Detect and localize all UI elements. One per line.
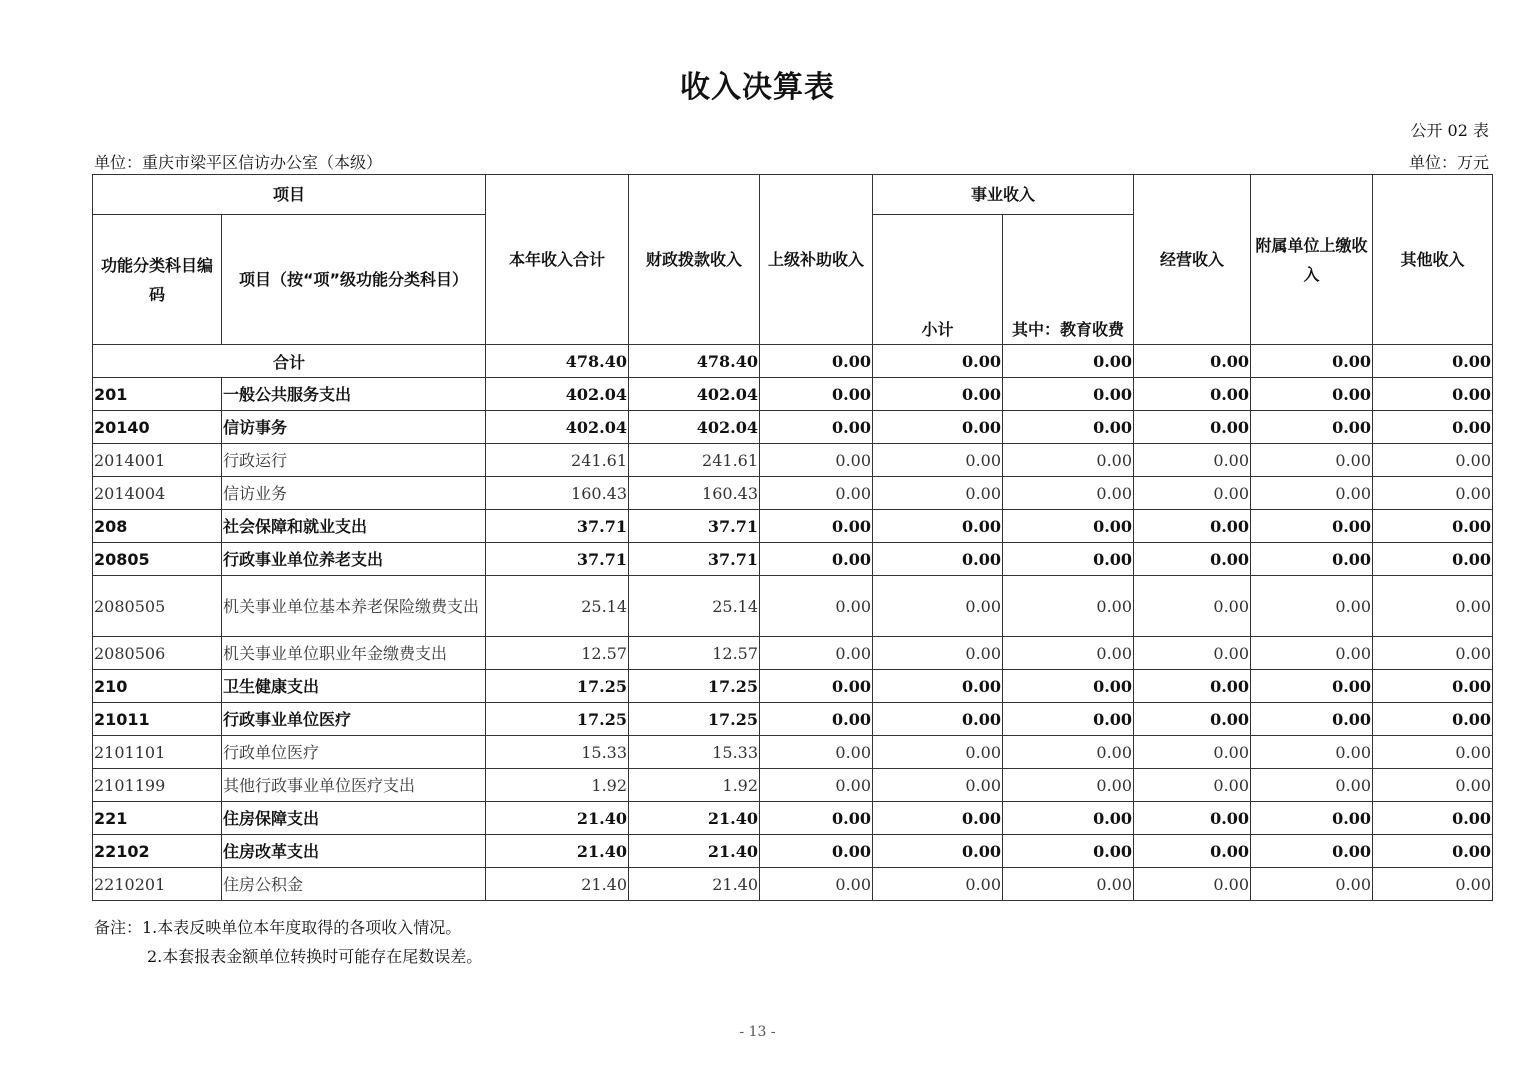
row-value-6: 0.00 [1134, 835, 1251, 868]
header-project: 项目 [93, 175, 486, 215]
row-value-1: 25.14 [486, 576, 629, 637]
total-row [93, 345, 1493, 378]
reporting-unit: 单位：重庆市梁平区信访办公室（本级） [94, 153, 383, 172]
row-value-8: 0.00 [1373, 378, 1493, 411]
row-value-6: 0.00 [1134, 769, 1251, 802]
row-value-1: 37.71 [486, 510, 629, 543]
row-code: 2101199 [93, 769, 222, 802]
row-value-3: 0.00 [760, 637, 873, 670]
row-name: 住房改革支出 [222, 835, 486, 868]
row-value-2: 21.40 [629, 835, 760, 868]
row-value-4: 0.00 [873, 411, 1003, 444]
row-value-6: 0.00 [1134, 477, 1251, 510]
row-value-3: 0.00 [760, 868, 873, 901]
row-value-6: 0.00 [1134, 637, 1251, 670]
row-value-5: 0.00 [1003, 411, 1134, 444]
row-value-5: 0.00 [1003, 835, 1134, 868]
row-value-5: 0.00 [1003, 703, 1134, 736]
table-row [93, 703, 1493, 736]
row-value-5: 0.00 [1003, 736, 1134, 769]
row-code: 2080506 [93, 637, 222, 670]
row-value-6: 0.00 [1134, 868, 1251, 901]
row-code: 2101101 [93, 736, 222, 769]
table-row [93, 637, 1493, 670]
row-name: 住房公积金 [222, 868, 486, 901]
row-value-1: 21.40 [486, 802, 629, 835]
row-value-7: 0.00 [1251, 670, 1373, 703]
row-name: 机关事业单位基本养老保险缴费支出 [222, 576, 486, 637]
income-table [92, 174, 1493, 901]
header-education: 其中：教育收费 [1003, 215, 1134, 345]
row-code: 2014001 [93, 444, 222, 477]
header-fiscal: 财政拨款收入 [629, 175, 760, 345]
row-value-6: 0.00 [1134, 543, 1251, 576]
row-value-4: 0.00 [873, 637, 1003, 670]
row-value-5: 0.00 [1003, 576, 1134, 637]
row-value-6: 0.00 [1134, 576, 1251, 637]
row-value-5: 0.00 [1003, 543, 1134, 576]
row-value-8: 0.00 [1373, 510, 1493, 543]
row-value-7: 0.00 [1251, 703, 1373, 736]
row-value-8: 0.00 [1373, 444, 1493, 477]
row-value-4: 0.00 [873, 868, 1003, 901]
total-value-3: 0.00 [760, 345, 873, 378]
row-value-6: 0.00 [1134, 411, 1251, 444]
row-value-7: 0.00 [1251, 802, 1373, 835]
row-name: 一般公共服务支出 [222, 378, 486, 411]
row-value-6: 0.00 [1134, 444, 1251, 477]
row-value-4: 0.00 [873, 835, 1003, 868]
row-value-3: 0.00 [760, 835, 873, 868]
table-body [93, 345, 1493, 901]
header-total: 本年收入合计 [486, 175, 629, 345]
row-value-7: 0.00 [1251, 637, 1373, 670]
row-value-3: 0.00 [760, 444, 873, 477]
row-value-8: 0.00 [1373, 736, 1493, 769]
row-value-1: 15.33 [486, 736, 629, 769]
row-value-2: 402.04 [629, 411, 760, 444]
table-row [93, 477, 1493, 510]
row-value-3: 0.00 [760, 378, 873, 411]
row-name: 住房保障支出 [222, 802, 486, 835]
row-value-2: 1.92 [629, 769, 760, 802]
row-name: 行政事业单位医疗 [222, 703, 486, 736]
row-value-5: 0.00 [1003, 769, 1134, 802]
row-value-8: 0.00 [1373, 802, 1493, 835]
row-value-3: 0.00 [760, 670, 873, 703]
page-number: - 13 - [739, 1024, 776, 1040]
row-value-8: 0.00 [1373, 703, 1493, 736]
row-value-5: 0.00 [1003, 670, 1134, 703]
row-code: 22102 [93, 835, 222, 868]
row-code: 210 [93, 670, 222, 703]
table-number: 公开 02 表 [1410, 121, 1489, 140]
table-row [93, 543, 1493, 576]
row-value-5: 0.00 [1003, 378, 1134, 411]
row-value-1: 17.25 [486, 703, 629, 736]
row-value-4: 0.00 [873, 703, 1003, 736]
table-row [93, 769, 1493, 802]
row-value-2: 241.61 [629, 444, 760, 477]
row-value-8: 0.00 [1373, 868, 1493, 901]
row-value-4: 0.00 [873, 510, 1003, 543]
row-value-5: 0.00 [1003, 477, 1134, 510]
row-value-2: 37.71 [629, 510, 760, 543]
row-name: 其他行政事业单位医疗支出 [222, 769, 486, 802]
row-value-7: 0.00 [1251, 769, 1373, 802]
row-value-8: 0.00 [1373, 411, 1493, 444]
total-value-6: 0.00 [1134, 345, 1251, 378]
row-value-1: 1.92 [486, 769, 629, 802]
row-value-4: 0.00 [873, 576, 1003, 637]
total-value-4: 0.00 [873, 345, 1003, 378]
note-2: 2.本套报表金额单位转换时可能存在尾数误差。 [147, 947, 483, 966]
total-label: 合计 [93, 345, 486, 378]
header-subtotal: 小计 [873, 215, 1003, 345]
total-value-8: 0.00 [1373, 345, 1493, 378]
total-value-5: 0.00 [1003, 345, 1134, 378]
row-code: 2014004 [93, 477, 222, 510]
row-value-1: 12.57 [486, 637, 629, 670]
table-row [93, 868, 1493, 901]
row-value-1: 21.40 [486, 835, 629, 868]
row-value-6: 0.00 [1134, 510, 1251, 543]
header-code: 功能分类科目编码 [93, 215, 222, 345]
row-code: 2080505 [93, 576, 222, 637]
header-superior: 上级补助收入 [760, 175, 873, 345]
row-value-1: 241.61 [486, 444, 629, 477]
row-value-7: 0.00 [1251, 835, 1373, 868]
row-code: 20140 [93, 411, 222, 444]
currency-unit: 单位：万元 [1408, 153, 1489, 172]
row-value-3: 0.00 [760, 576, 873, 637]
row-code: 2210201 [93, 868, 222, 901]
table-row [93, 378, 1493, 411]
row-value-5: 0.00 [1003, 802, 1134, 835]
row-value-4: 0.00 [873, 378, 1003, 411]
table-row [93, 411, 1493, 444]
row-value-1: 17.25 [486, 670, 629, 703]
row-value-7: 0.00 [1251, 477, 1373, 510]
row-code: 208 [93, 510, 222, 543]
table-row [93, 736, 1493, 769]
header-operating: 经营收入 [1134, 175, 1251, 345]
total-value-1: 478.40 [486, 345, 629, 378]
row-value-4: 0.00 [873, 477, 1003, 510]
total-value-2: 478.40 [629, 345, 760, 378]
row-value-4: 0.00 [873, 802, 1003, 835]
row-value-4: 0.00 [873, 543, 1003, 576]
row-value-2: 15.33 [629, 736, 760, 769]
row-value-7: 0.00 [1251, 576, 1373, 637]
row-value-4: 0.00 [873, 769, 1003, 802]
row-value-5: 0.00 [1003, 510, 1134, 543]
row-name: 卫生健康支出 [222, 670, 486, 703]
row-value-2: 21.40 [629, 802, 760, 835]
row-value-8: 0.00 [1373, 543, 1493, 576]
row-value-4: 0.00 [873, 444, 1003, 477]
table-row [93, 802, 1493, 835]
row-value-1: 160.43 [486, 477, 629, 510]
row-value-2: 17.25 [629, 670, 760, 703]
row-value-2: 402.04 [629, 378, 760, 411]
row-code: 21011 [93, 703, 222, 736]
row-value-7: 0.00 [1251, 868, 1373, 901]
row-value-5: 0.00 [1003, 868, 1134, 901]
row-value-8: 0.00 [1373, 835, 1493, 868]
row-name: 信访业务 [222, 477, 486, 510]
table-row [93, 444, 1493, 477]
table-row [93, 510, 1493, 543]
table-row [93, 835, 1493, 868]
row-name: 机关事业单位职业年金缴费支出 [222, 637, 486, 670]
row-value-2: 25.14 [629, 576, 760, 637]
row-value-3: 0.00 [760, 477, 873, 510]
row-value-1: 37.71 [486, 543, 629, 576]
table-row [93, 670, 1493, 703]
row-value-2: 12.57 [629, 637, 760, 670]
header-affiliated: 附属单位上缴收入 [1251, 175, 1373, 345]
row-value-7: 0.00 [1251, 543, 1373, 576]
row-value-7: 0.00 [1251, 378, 1373, 411]
row-name: 行政事业单位养老支出 [222, 543, 486, 576]
row-value-6: 0.00 [1134, 736, 1251, 769]
row-value-8: 0.00 [1373, 637, 1493, 670]
row-value-1: 402.04 [486, 378, 629, 411]
row-value-7: 0.00 [1251, 444, 1373, 477]
row-value-3: 0.00 [760, 802, 873, 835]
header-other: 其他收入 [1373, 175, 1493, 345]
total-value-7: 0.00 [1251, 345, 1373, 378]
header-name: 项目（按“项”级功能分类科目） [222, 215, 486, 345]
row-name: 行政运行 [222, 444, 486, 477]
row-value-6: 0.00 [1134, 703, 1251, 736]
row-value-2: 21.40 [629, 868, 760, 901]
row-value-2: 160.43 [629, 477, 760, 510]
row-value-7: 0.00 [1251, 510, 1373, 543]
row-value-2: 37.71 [629, 543, 760, 576]
row-value-8: 0.00 [1373, 477, 1493, 510]
row-value-8: 0.00 [1373, 576, 1493, 637]
row-name: 行政单位医疗 [222, 736, 486, 769]
note-1: 备注：1.本表反映单位本年度取得的各项收入情况。 [94, 918, 462, 937]
row-value-8: 0.00 [1373, 670, 1493, 703]
header-business: 事业收入 [873, 175, 1134, 215]
row-value-3: 0.00 [760, 736, 873, 769]
row-value-6: 0.00 [1134, 670, 1251, 703]
row-name: 社会保障和就业支出 [222, 510, 486, 543]
row-name: 信访事务 [222, 411, 486, 444]
row-value-7: 0.00 [1251, 411, 1373, 444]
row-value-3: 0.00 [760, 543, 873, 576]
row-value-3: 0.00 [760, 703, 873, 736]
row-code: 201 [93, 378, 222, 411]
row-value-4: 0.00 [873, 670, 1003, 703]
row-value-8: 0.00 [1373, 769, 1493, 802]
row-value-2: 17.25 [629, 703, 760, 736]
row-value-7: 0.00 [1251, 736, 1373, 769]
row-value-6: 0.00 [1134, 802, 1251, 835]
row-value-5: 0.00 [1003, 444, 1134, 477]
row-value-1: 21.40 [486, 868, 629, 901]
row-code: 20805 [93, 543, 222, 576]
row-value-3: 0.00 [760, 510, 873, 543]
row-value-1: 402.04 [486, 411, 629, 444]
row-value-3: 0.00 [760, 411, 873, 444]
row-value-4: 0.00 [873, 736, 1003, 769]
row-code: 221 [93, 802, 222, 835]
row-value-5: 0.00 [1003, 637, 1134, 670]
table-row [93, 576, 1493, 637]
page-title: 收入决算表 [680, 70, 835, 105]
row-value-6: 0.00 [1134, 378, 1251, 411]
row-value-3: 0.00 [760, 769, 873, 802]
